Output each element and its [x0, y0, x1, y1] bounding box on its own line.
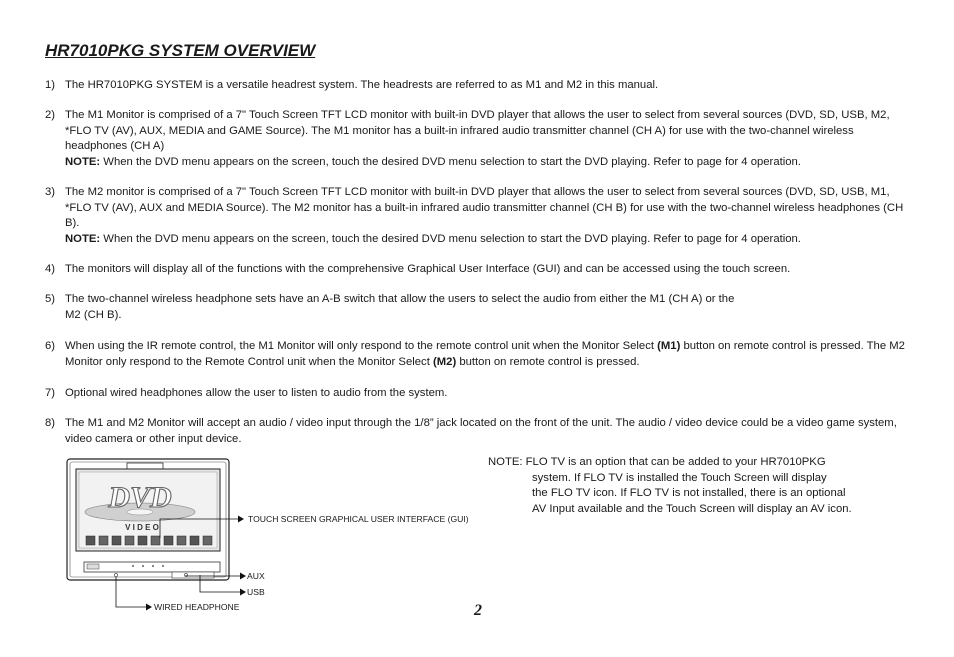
item-number: 6) — [45, 340, 56, 352]
bold-run: (M2) — [432, 355, 457, 368]
item-text-line-2: M2 (CH B). — [65, 308, 122, 321]
text-run: button on remote control is pressed. — [456, 355, 640, 368]
note-line: the FLO TV icon. If FLO TV is not installed, there is an optional — [532, 487, 846, 499]
gui-icon — [125, 536, 134, 545]
indicator-dot — [142, 565, 144, 567]
gui-arrow — [238, 516, 244, 523]
item-number: 2) — [45, 109, 56, 121]
dvd-logo: DVD — [108, 481, 172, 514]
note-line: NOTE: FLO TV is an option that can be added to your HR7010PKG — [488, 456, 826, 468]
note-line: AV Input available and the Touch Screen will display an AV icon. — [532, 502, 852, 515]
gui-icon — [112, 536, 121, 545]
callout-usb: USB — [247, 587, 265, 597]
note-text: When the DVD menu appears on the screen, touch the desired DVD menu selection to start the DVD playing. Refer to page for 4 operation. — [100, 155, 801, 168]
gui-icon — [138, 536, 147, 545]
indicator-dot — [162, 565, 164, 567]
item-number: 4) — [45, 263, 56, 275]
item-text: The HR7010PKG SYSTEM is a versatile headrest system. The headrests are referred to as M1 and M2 in this manual. — [65, 79, 659, 91]
gui-icon — [164, 536, 173, 545]
callout-gui: TOUCH SCREEN GRAPHICAL USER INTERFACE (GUI) — [248, 514, 469, 524]
item-number: 1) — [45, 79, 56, 91]
gui-icon — [99, 536, 108, 545]
usb-arrow — [240, 589, 246, 596]
page-title: HR7010PKG SYSTEM OVERVIEW — [45, 41, 316, 60]
gui-icon — [190, 536, 199, 545]
item-number: 3) — [45, 186, 56, 198]
note-text: When the DVD menu appears on the screen, touch the desired DVD menu selection to start the DVD playing. Refer to page for 4 operation. — [100, 232, 801, 245]
item-text: The monitors will display all of the functions with the comprehensive Graphical User Interface (GUI) and can be accessed using the touch screen. — [65, 263, 791, 275]
dvd-logo-sub: V I D E O — [125, 523, 159, 532]
item-number: 5) — [45, 293, 56, 305]
item-text: Optional wired headphones allow the user to listen to audio from the system. — [65, 387, 448, 399]
note-label: NOTE: — [65, 232, 101, 245]
indicator-dot — [152, 565, 154, 567]
text-run: button on remote control is pressed. The M2 Monitor only respond to the Remote Control unit when the Monitor Select — [65, 340, 905, 368]
item-text: The M1 Monitor is comprised of a 7" Touch Screen TFT LCD monitor with built-in DVD player that allows the user to select from several sources (DVD, SD, USB, M2, *FLO TV (AV), AUX, MEDIA and GAME Source). The M1 monitor has a built-in infrared audio transmitter channel (CH A) for use with the two-channel wireless headphones (CH A) — [65, 109, 890, 152]
page-number: 2 — [474, 602, 482, 619]
power-button — [87, 564, 99, 569]
gui-icon — [203, 536, 212, 545]
bold-run: (M1) — [657, 340, 681, 352]
note-label: NOTE: — [65, 155, 101, 168]
item-number: 8) — [45, 417, 56, 429]
item-text: The M2 monitor is comprised of a 7" Touch Screen TFT LCD monitor with built-in DVD player that allows the user to select from several sources (DVD, SD, USB, M1, *FLO TV (AV), AUX and MEDIA Source). The M2 monitor has a built-in infrared audio transmitter channel (CH B) for use with the two-channel wireless headphones (CH B). — [65, 186, 904, 229]
indicator-dot — [132, 565, 134, 567]
gui-icon — [151, 536, 160, 545]
callout-aux: AUX — [247, 571, 265, 581]
headphone-arrow — [146, 604, 152, 611]
text-run: When using the IR remote control, the M1 Monitor will only respond to the remote control unit when the Monitor Select — [65, 340, 658, 352]
item-text: The M1 and M2 Monitor will accept an audio / video input through the 1/8” jack located on the front of the unit. The audio / video device could be a video game system, video camera or other input device. — [65, 417, 897, 445]
item-text-line-1: The two-channel wireless headphone sets have an A-B switch that allow the users to select the audio from either the M1 (CH A) or the — [65, 293, 735, 305]
control-strip — [84, 562, 220, 572]
aux-arrow — [240, 573, 246, 580]
item-number: 7) — [45, 387, 56, 399]
port-panel — [172, 572, 214, 578]
gui-icon — [177, 536, 186, 545]
callout-wired-headphone: WIRED HEADPHONE — [154, 602, 240, 612]
headphone-leader-line — [116, 577, 146, 607]
gui-icon — [86, 536, 95, 545]
note-line: system. If FLO TV is installed the Touch Screen will display — [532, 471, 827, 484]
